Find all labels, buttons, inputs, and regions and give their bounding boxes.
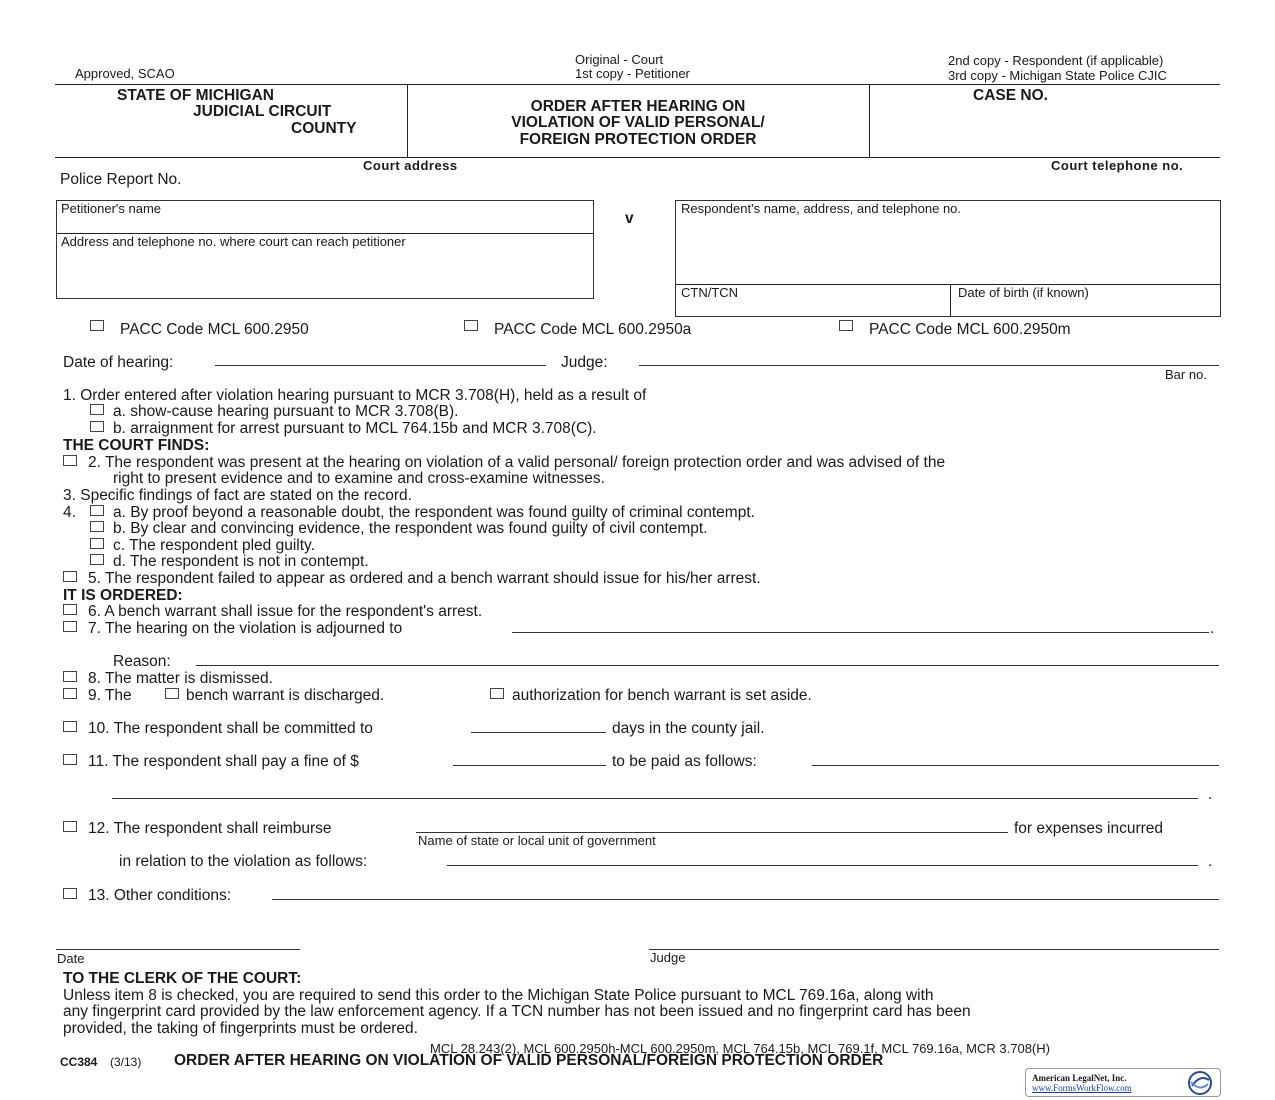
- jail-days-field[interactable]: [471, 732, 606, 733]
- respondent-label: Respondent's name, address, and telephone no.: [681, 201, 962, 216]
- item-2-line-2: right to present evidence and to examine and cross-examine witnesses.: [113, 470, 605, 487]
- it-is-ordered-heading: IT IS ORDERED:: [63, 587, 183, 604]
- petitioner-address-label: Address and telephone no. where court can reach petitioner: [61, 234, 406, 249]
- footer-citations: MCL 28.243(2), MCL 600.2950h-MCL 600.2950m, MCL 764.15b, MCL 769.1f, MCL 769.16a, MCR 3.708(H): [430, 1041, 1050, 1056]
- pacc-2950a-checkbox[interactable]: [464, 320, 478, 331]
- item-4b: b. By clear and convincing evidence, the respondent was found guilty of civil contempt.: [113, 520, 708, 537]
- item-4d-checkbox[interactable]: [90, 554, 104, 565]
- copy-third: 3rd copy - Michigan State Police CJIC: [948, 68, 1167, 83]
- item-9b: authorization for bench warrant is set aside.: [512, 687, 812, 704]
- item-8-checkbox[interactable]: [63, 671, 77, 682]
- item-10-checkbox[interactable]: [63, 721, 77, 732]
- form-number: CC384: [60, 1055, 98, 1069]
- hearing-date-field[interactable]: [215, 365, 546, 366]
- item-4c: c. The respondent pled guilty.: [113, 537, 315, 554]
- vendor-name: American LegalNet, Inc.: [1032, 1073, 1127, 1083]
- versus-label: v: [625, 210, 634, 227]
- clerk-line-1: Unless item 8 is checked, you are required to send this order to the Michigan State Police pursuant to MCL 769.16a, along with: [63, 987, 934, 1004]
- item-6: 6. A bench warrant shall issue for the respondent's arrest.: [88, 603, 483, 620]
- item-9b-checkbox[interactable]: [490, 688, 504, 699]
- ctn-label: CTN/TCN: [681, 285, 739, 300]
- clerk-line-3: provided, the taking of fingerprints must be ordered.: [63, 1020, 418, 1037]
- hearing-date-label: Date of hearing:: [63, 354, 174, 371]
- item-7-period: .: [1210, 620, 1215, 637]
- county-label: COUNTY: [291, 120, 357, 137]
- header-top-rule: [55, 84, 1220, 85]
- pacc-2950m-label: PACC Code MCL 600.2950m: [869, 321, 1071, 338]
- item-13-checkbox[interactable]: [63, 888, 77, 899]
- clerk-line-2: any fingerprint card provided by the law enforcement agency. If a TCN number has not been issued and no fingerprint card has been: [63, 1003, 971, 1020]
- item-5-checkbox[interactable]: [63, 571, 77, 582]
- item-12-suffix: for expenses incurred: [1014, 820, 1164, 837]
- pacc-2950a-label: PACC Code MCL 600.2950a: [494, 321, 692, 338]
- item-11-period: .: [1208, 786, 1213, 803]
- case-no-label: CASE NO.: [973, 87, 1048, 104]
- item-4c-checkbox[interactable]: [90, 538, 104, 549]
- item-2-line-1: 2. The respondent was present at the hearing on violation of a valid personal/ foreign protection order and was advised of the: [88, 454, 946, 471]
- title-line-2: VIOLATION OF VALID PERSONAL/: [511, 114, 765, 131]
- respondent-box[interactable]: [675, 200, 1221, 317]
- item-9: 9. The: [88, 687, 132, 704]
- court-telephone-label: Court telephone no.: [1051, 158, 1184, 173]
- item-9-checkbox[interactable]: [63, 688, 77, 699]
- judge-label: Judge:: [561, 354, 608, 371]
- adjourned-date-field[interactable]: [512, 632, 1209, 633]
- other-conditions-field[interactable]: [272, 899, 1219, 900]
- clerk-heading: TO THE CLERK OF THE COURT:: [63, 970, 302, 987]
- court-finds-heading: THE COURT FINDS:: [63, 437, 210, 454]
- item-5: 5. The respondent failed to appear as ordered and a bench warrant should issue for his/her arrest.: [88, 570, 761, 587]
- item-11-label: 11. The respondent shall pay a fine of $: [88, 753, 359, 770]
- item-8: 8. The matter is dismissed.: [88, 670, 273, 687]
- circuit-label: JUDICIAL CIRCUIT: [193, 103, 332, 120]
- item-3: 3. Specific findings of fact are stated on the record.: [63, 487, 412, 504]
- item-1a: a. show-cause hearing pursuant to MCR 3.708(B).: [113, 403, 459, 420]
- item-4a-checkbox[interactable]: [90, 505, 104, 516]
- payment-terms-field[interactable]: [812, 765, 1219, 766]
- pacc-2950m-checkbox[interactable]: [839, 320, 853, 331]
- header-divider-right: [869, 84, 870, 157]
- reimbursement-terms-field[interactable]: [447, 865, 1198, 866]
- item-6-checkbox[interactable]: [63, 604, 77, 615]
- ctn-dob-divider: [950, 284, 951, 317]
- police-report-label: Police Report No.: [60, 171, 182, 188]
- item-4-number: 4.: [63, 504, 76, 521]
- item-11-checkbox[interactable]: [63, 754, 77, 765]
- item-10-label: 10. The respondent shall be committed to: [88, 720, 373, 737]
- signature-date-label: Date: [57, 951, 85, 966]
- item-7: 7. The hearing on the violation is adjourned to: [88, 620, 403, 637]
- item-11-suffix: to be paid as follows:: [612, 753, 757, 770]
- payment-terms-field-2[interactable]: [112, 798, 1198, 799]
- item-9a: bench warrant is discharged.: [186, 687, 385, 704]
- judge-signature-line[interactable]: [649, 949, 1219, 950]
- item-12-line-2: in relation to the violation as follows:: [119, 853, 368, 870]
- bar-no-label: Bar no.: [1165, 367, 1207, 382]
- item-4a: a. By proof beyond a reasonable doubt, the respondent was found guilty of criminal contempt.: [113, 504, 755, 521]
- copy-original: Original - Court: [575, 52, 664, 67]
- copy-second: 2nd copy - Respondent (if applicable): [948, 53, 1164, 68]
- pacc-2950-label: PACC Code MCL 600.2950: [120, 321, 309, 338]
- item-13-label: 13. Other conditions:: [88, 887, 232, 904]
- judge-signature-label: Judge: [650, 950, 686, 965]
- vendor-url[interactable]: www.FormsWorkFlow.com: [1032, 1083, 1132, 1093]
- item-12-checkbox[interactable]: [63, 821, 77, 832]
- item-4b-checkbox[interactable]: [90, 521, 104, 532]
- vendor-badge[interactable]: [1025, 1068, 1221, 1097]
- item-4d: d. The respondent is not in contempt.: [113, 553, 369, 570]
- header-bottom-rule: [55, 157, 1220, 158]
- signature-date-line[interactable]: [56, 949, 300, 950]
- item-7-checkbox[interactable]: [63, 621, 77, 632]
- fine-amount-field[interactable]: [453, 765, 606, 766]
- copy-first: 1st copy - Petitioner: [575, 66, 690, 81]
- judge-field[interactable]: [639, 365, 1219, 366]
- reason-field[interactable]: [196, 665, 1219, 666]
- state-label: STATE OF MICHIGAN: [117, 87, 274, 104]
- approved-label: Approved, SCAO: [75, 66, 175, 81]
- item-12-period: .: [1208, 853, 1213, 870]
- item-12-label: 12. The respondent shall reimburse: [88, 820, 332, 837]
- pacc-2950-checkbox[interactable]: [90, 320, 104, 331]
- item-1: 1. Order entered after violation hearing pursuant to MCR 3.708(H), held as a result of: [63, 387, 647, 404]
- item-1a-checkbox[interactable]: [90, 404, 104, 415]
- footer-form-title: ORDER AFTER HEARING ON VIOLATION OF VALID PERSONAL/FOREIGN PROTECTION ORDER: [174, 1052, 884, 1069]
- court-address-label: Court address: [363, 158, 458, 173]
- item-1b: b. arraignment for arrest pursuant to MCL 764.15b and MCR 3.708(C).: [113, 420, 597, 437]
- vendor-globe-icon: [1183, 1070, 1217, 1096]
- title-line-3: FOREIGN PROTECTION ORDER: [519, 131, 757, 148]
- item-2-checkbox[interactable]: [63, 455, 77, 466]
- respondent-divider: [675, 284, 1221, 285]
- reason-label: Reason:: [113, 653, 171, 670]
- government-unit-caption: Name of state or local unit of government: [418, 833, 656, 848]
- item-9a-checkbox[interactable]: [165, 688, 179, 699]
- petitioner-name-label: Petitioner's name: [61, 201, 162, 216]
- item-1b-checkbox[interactable]: [90, 421, 104, 432]
- dob-label: Date of birth (if known): [958, 285, 1089, 300]
- form-date: (3/13): [110, 1055, 142, 1069]
- title-line-1: ORDER AFTER HEARING ON: [530, 98, 746, 115]
- item-10-suffix: days in the county jail.: [612, 720, 765, 737]
